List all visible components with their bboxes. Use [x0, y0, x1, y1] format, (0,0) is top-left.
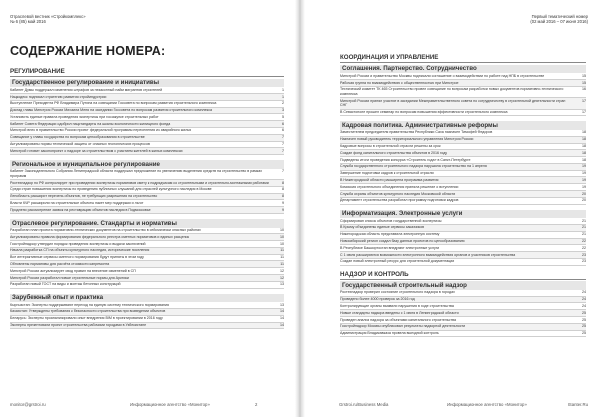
toc-entry-page: 15: [582, 73, 586, 78]
toc-entry-title: Минстрой готовит законопроект о надзоре за строительством с участием жителей в жилых комплексах: [10, 148, 183, 153]
toc-entry-title: В Севастополе прошел семинар по вопросам повышения эффективности строительного комплекса: [340, 110, 508, 115]
toc-entry-title: Доклад главы Минстроя России Михаила Меня на заседании Госсовета по вопросам развития строительного комплекса: [10, 108, 213, 113]
left-page: [0, 0, 298, 417]
toc-entry-page: 8: [282, 180, 284, 185]
toc-entry-title: В Крыму объединены единые сервисы заказчиков: [340, 225, 424, 230]
toc-entry-title: Кабинет Совета Федерации одобрил нацстандарты на шкалы экологичности жилищного фонда: [10, 121, 171, 126]
toc-entry-page: 25: [582, 324, 586, 329]
footer-domain: ISanter.Ru: [567, 402, 588, 407]
toc-entry[interactable]: [340, 184, 586, 191]
toc-entry-page: 9: [282, 207, 284, 212]
toc-entry[interactable]: [340, 73, 586, 80]
toc-entry[interactable]: [10, 108, 284, 115]
toc-entry-page: 25: [582, 310, 586, 315]
toc-entry-title: Нацкодекс подписал стратегию развития стройиндустрии: [10, 94, 107, 99]
publication-title: Отраслевой вестник «Стройкомплекс»: [10, 14, 86, 19]
toc-entry[interactable]: [10, 187, 284, 194]
toc-entry-page: 18: [582, 157, 586, 162]
toc-entry-title: Комиссия строительного объединения приняла решение о вступлении: [340, 184, 459, 189]
left-running-header: [10, 14, 86, 24]
toc-entry-title: Совещание у главы государства по вопросам ценообразования в строительстве: [10, 135, 145, 140]
toc-entry[interactable]: [10, 234, 284, 241]
toc-entry-page: 25: [582, 317, 586, 322]
toc-entry-page: 23: [582, 252, 586, 257]
section-heading: КООРДИНАЦИЯ И УПРАВЛЕНИЕ: [340, 54, 439, 61]
toc-entry-title: Контролирующие органы выявили нарушения в ходе строительства: [340, 303, 454, 308]
toc-entry-title: Кабинет Думы поддержал изменения штрафов за незаконный найм мигрантов строителей: [10, 87, 163, 92]
toc-entry-page: 25: [582, 331, 586, 336]
toc-entry-page: 19: [582, 184, 586, 189]
toc-entry[interactable]: [10, 142, 284, 149]
toc-entry[interactable]: [340, 259, 586, 266]
toc-title: СОДЕРЖАНИЕ НОМЕРА:: [10, 44, 166, 58]
toc-entry-title: Минстрой России и правительство Москвы подписали соглашение о взаимодействии по работе над НПБ в строительстве: [340, 73, 545, 78]
toc-entry-title: Минстрой России актуализирует свод правил на внесение изменений в СП: [10, 268, 136, 273]
toc-entry-page: 24: [582, 303, 586, 308]
toc-entry-title: Ростехнадзор проверил состояние строительного надзора в городах: [340, 290, 455, 295]
toc-entry-title: Новые стандарты надзора введены с 1 июня в Ленинградской области: [340, 310, 459, 315]
toc-entry[interactable]: [10, 169, 284, 180]
toc-entry-title: Сформирован список объектов государственной экспертизы: [340, 218, 442, 223]
issue-dates: (02 май 2016 – 07 июня 2016): [530, 19, 588, 25]
toc-entry-page: 22: [582, 239, 586, 243]
toc-entry[interactable]: [10, 94, 284, 101]
toc-entry-page: 14: [280, 316, 284, 321]
section-divider: [340, 279, 586, 280]
toc-entry-title: В Нижегородской области расширена программа развития: [340, 177, 439, 182]
toc-entry-page: 18: [582, 150, 586, 155]
issue-theme: Первый тематический номер: [531, 14, 588, 19]
toc-section: [340, 271, 586, 338]
subsection-heading: Соглашения. Партнерство. Сотрудничество: [340, 65, 586, 74]
left-toc-column: [10, 68, 284, 334]
toc-entry-page: 10: [280, 234, 284, 239]
toc-entry-page: 21: [582, 218, 586, 223]
toc-section: [10, 294, 284, 330]
toc-entry[interactable]: [10, 316, 284, 323]
toc-entry[interactable]: [340, 137, 586, 144]
toc-entry-page: 11: [280, 255, 284, 260]
toc-entry[interactable]: [10, 114, 284, 121]
right-page: [302, 0, 600, 417]
issue-number: № 6 (85) май 2016: [10, 19, 46, 25]
toc-entry-title: Проведен анализ надзора за объектами капитального строительства: [340, 317, 456, 322]
toc-entry[interactable]: [340, 130, 586, 137]
toc-entry[interactable]: [10, 121, 284, 128]
toc-entry-title: Среди стран повышения экспертизы по проведению публичных слушаний для отраслей культурного наследия в Москве: [10, 187, 212, 192]
toc-entry-page: 11: [280, 248, 284, 253]
toc-entry-title: Выступление Президента РФ Владимира Путина на совещании Госсовета по вопросам развития строительного комплекса: [10, 101, 217, 106]
toc-entry-page: 10: [280, 228, 284, 233]
footer-email: monitor@grstroi.ru: [10, 402, 46, 407]
toc-entry-page: 20: [582, 191, 586, 196]
toc-entry-page: 8: [282, 187, 284, 192]
right-running-header: [530, 14, 588, 24]
toc-section: [340, 210, 586, 266]
toc-entry[interactable]: [10, 323, 284, 330]
toc-entry-title: Ленобласть расширит перечень объектов, не требующих разрешения на строительство: [10, 194, 158, 199]
toc-entry[interactable]: [10, 282, 284, 289]
toc-entry[interactable]: [10, 194, 284, 201]
toc-entry[interactable]: [10, 200, 284, 207]
toc-entry[interactable]: [340, 218, 586, 225]
toc-entry[interactable]: [10, 87, 284, 94]
toc-entry[interactable]: [340, 297, 586, 304]
toc-entry-page: 3: [282, 108, 284, 113]
toc-entry[interactable]: [10, 268, 284, 275]
toc-entry-title: Создан новый электронный ресурс для строительной документации: [340, 259, 455, 264]
toc-entry-title: Минстрой внес в правительство России проект федеральной программы переселения из аварийного жилья: [10, 128, 192, 133]
toc-entry[interactable]: [340, 324, 586, 331]
toc-entry-title: Завершение подготовки кадров к строительной отрасли: [340, 171, 434, 176]
toc-entry-title: Подведены итоги проведения конкурса «Строитель года» в Санкт-Петербурге: [340, 157, 471, 162]
toc-entry-title: Минстрой России принял участие в заседании Межправительственного совета по сотрудничеству в строительной деятельности стран СНГ: [340, 98, 566, 108]
toc-entry-title: Технический комитет ТК 465 Строительство провел совещание по вопросам разработки новых документов нормативно-технического комплекса: [340, 87, 564, 96]
toc-entry[interactable]: [340, 87, 586, 98]
subsection-heading: Региональное и муниципальное регулирование: [10, 160, 284, 169]
toc-entry-page: 18: [582, 130, 586, 135]
toc-entry-title: Кыргызстан: Эксперты поддерживают переход на единую систему технического нормирования: [10, 302, 169, 307]
toc-entry[interactable]: [340, 252, 586, 259]
toc-entry-title: Кабинет Законодательного Собрания Ленинградской области поддержал предложение по увеличению выделения средств на строительство в рамках программ: [10, 169, 263, 178]
toc-entry-page: 12: [280, 275, 284, 280]
toc-entry-title: Обновлены нормативы для расчёта стоимости капремонта: [10, 261, 110, 266]
toc-entry-page: 6: [282, 121, 284, 126]
toc-entry-title: Проведено более 4000 проверок за 2016 год: [340, 297, 415, 302]
toc-entry[interactable]: [10, 180, 284, 187]
toc-entry[interactable]: [10, 135, 284, 142]
toc-entry-title: Администрация Владикавказа провела выездной контроль: [340, 331, 439, 336]
toc-entry[interactable]: [340, 157, 586, 164]
toc-entry-page: 6: [282, 128, 284, 133]
toc-entry-title: Беларусь: Эксперты проанализировали опыт внедрения BIM в проектировании в 2016 году: [10, 316, 163, 321]
toc-entry-page: 24: [582, 297, 586, 302]
toc-entry[interactable]: [10, 261, 284, 268]
toc-entry-page: 19: [582, 164, 586, 169]
subsection-heading: Информатизация. Электронные услуги: [340, 210, 586, 219]
toc-entry-page: 9: [282, 200, 284, 205]
footer-page-number: 2: [255, 402, 258, 407]
subsection-heading: Государственный строительный надзор: [340, 281, 586, 290]
toc-section: [340, 121, 586, 204]
toc-entry-title: Власти КЧР расширили на строительные объекты пакет мер поддержки и льгот: [10, 200, 144, 205]
toc-entry-page: 2: [282, 101, 284, 106]
toc-entry-page: 7: [282, 148, 284, 153]
toc-entry[interactable]: [340, 290, 586, 297]
toc-entry-page: 7: [282, 169, 284, 174]
toc-entry[interactable]: [340, 331, 586, 338]
toc-entry-title: Минстрой России разработал новые строительные нормы для Арктики: [10, 275, 129, 280]
toc-entry[interactable]: [340, 177, 586, 184]
subsection-heading: Государственное регулирование и инициативы: [10, 79, 284, 88]
toc-section: [10, 160, 284, 214]
toc-entry[interactable]: [340, 225, 586, 232]
section-divider: [340, 62, 586, 63]
toc-section: [10, 68, 284, 155]
toc-entry-page: 10: [280, 241, 284, 246]
toc-entry[interactable]: [340, 164, 586, 171]
toc-entry[interactable]: [340, 239, 586, 246]
toc-entry-title: Создан фонд капитального строительства объектов в 2016 году: [340, 150, 448, 155]
subsection-heading: Кадровая политика. Административные реформы: [340, 121, 586, 130]
footer-site: Grstroi.ru/Business Media: [339, 402, 389, 407]
toc-entry-page: 14: [280, 323, 284, 328]
toc-entry[interactable]: [10, 302, 284, 309]
toc-entry[interactable]: [340, 110, 586, 117]
toc-entry-page: 14: [280, 309, 284, 314]
toc-entry[interactable]: [340, 80, 586, 87]
toc-entry[interactable]: [340, 198, 586, 205]
toc-entry-page: 1: [282, 87, 284, 92]
toc-section: [340, 54, 586, 116]
toc-entry-page: 22: [582, 245, 586, 250]
toc-entry-page: 17: [582, 98, 586, 103]
toc-entry-title: Разработан план проекта нормативно-технических документов на строительство в сейсмически опасных районах: [10, 228, 201, 233]
toc-entry-page: 7: [282, 135, 284, 140]
toc-entry[interactable]: [10, 128, 284, 135]
toc-entry-page: 19: [582, 177, 586, 182]
toc-entry-page: 19: [582, 171, 586, 176]
toc-entry-title: Начала разработка СП на объекты культурного наследия, исторические поселения: [10, 248, 150, 253]
toc-entry[interactable]: [10, 101, 284, 108]
toc-entry[interactable]: [10, 248, 284, 255]
toc-entry-page: 24: [582, 290, 586, 295]
toc-entry-title: Ростехнадзор по РФ контролирует при проведении экспертизы нормативов смету к подрядчикам со строительными и строительно-монтажными работами: [10, 180, 269, 185]
toc-entry-page: 18: [582, 137, 586, 142]
toc-entry-page: 13: [280, 302, 284, 307]
footer-agency: Информационное агентство «Монитор»: [447, 402, 527, 407]
toc-entry[interactable]: [10, 241, 284, 248]
toc-entry[interactable]: [340, 245, 586, 252]
toc-entry[interactable]: [340, 144, 586, 151]
toc-entry[interactable]: [340, 98, 586, 109]
toc-entry-title: Установить единые правила проведения экспертизы при госзакупке строительных работ: [10, 114, 159, 119]
toc-entry-title: Служба государственного строительного надзора нарушила строительство на 1 апреля: [340, 164, 487, 169]
toc-entry-title: Все интерактивные сервисы сметного нормирования будут приняты в этом году: [10, 255, 144, 260]
toc-entry-title: Казахстан: Утверждены требования к безопасности строительства при возведении объектов: [10, 309, 166, 314]
toc-entry-title: Эксперты презентовали проект строительства рабочими городами в Узбекистане: [10, 323, 147, 328]
toc-entry-page: 12: [280, 268, 284, 273]
subsection-heading: Зарубежный опыт и практика: [10, 294, 284, 303]
section-divider: [10, 76, 284, 77]
toc-entry-title: Заместителем председателя правительства Республики Саха назначен Тимофей Федоров: [340, 130, 493, 135]
toc-entry[interactable]: [10, 309, 284, 316]
toc-entry[interactable]: [10, 148, 284, 155]
toc-entry-title: В Республике Башкортостан внедряют электронные услуги: [340, 245, 440, 250]
toc-entry-page: 21: [582, 232, 586, 237]
toc-entry[interactable]: [10, 207, 284, 214]
toc-entry-title: Рабочая группа по взаимодействию с общественностью при Минстрое: [340, 80, 459, 85]
toc-entry-page: 8: [282, 194, 284, 199]
toc-entry-page: 11: [280, 261, 284, 266]
toc-entry[interactable]: [10, 255, 284, 262]
toc-entry[interactable]: [10, 228, 284, 235]
toc-entry-title: Новосибирский регион создал базу данных проектов по ценообразованию: [340, 239, 465, 243]
toc-entry-page: 5: [282, 114, 284, 119]
toc-entry-page: 7: [282, 142, 284, 147]
section-heading: НАДЗОР И КОНТРОЛЬ: [340, 270, 409, 278]
toc-entry-page: 23: [582, 259, 586, 264]
toc-entry[interactable]: [340, 317, 586, 324]
toc-entry[interactable]: [340, 310, 586, 317]
toc-entry-title: Госстройнадзор Москвы опубликовал результаты надзорной деятельности: [340, 324, 466, 329]
toc-entry-title: Служба охраны объектов культурного наследия Московской области: [340, 191, 456, 196]
toc-entry[interactable]: [340, 303, 586, 310]
toc-entry-title: Актуализированы правила формирования федерального реестра сметных нормативов и единых расценок: [10, 234, 190, 239]
section-heading: РЕГУЛИРОВАНИЕ: [10, 68, 65, 75]
subsection-heading: Отраслевое регулирование. Стандарты и нормативы: [10, 219, 284, 228]
toc-entry-title: С 1 июля расширяются возможности электронного взаимодействия органов и участников строительства: [340, 252, 516, 257]
right-toc-column: [340, 54, 586, 342]
toc-entry-title: Госстройнадзор утвердил порядок проведения экспертизы и выдачи заключений: [10, 241, 146, 246]
toc-entry-page: 21: [582, 225, 586, 230]
toc-entry[interactable]: [340, 171, 586, 178]
toc-entry[interactable]: [340, 150, 586, 157]
toc-entry-title: Назначен новый руководитель территориального управления Минстроя России: [340, 137, 474, 142]
toc-entry[interactable]: [10, 275, 284, 282]
footer-agency: Информационное агентство «Монитор»: [130, 402, 210, 407]
toc-section: [10, 219, 284, 289]
toc-entry-title: Разработан новый ГОСТ на виды и монтаж бетонных конструкций: [10, 282, 121, 287]
toc-entry[interactable]: [340, 232, 586, 239]
toc-entry-title: Кадровые вопросы в строительной отрасли решены за срок: [340, 144, 441, 149]
toc-entry-title: Продлено рассмотрение заявок на реставрацию объектов наследия в Подмосковье: [10, 207, 151, 212]
toc-entry-page: 17: [582, 110, 586, 115]
toc-entry-title: Департамент строительства разработал программу подготовки кадров: [340, 198, 459, 203]
toc-entry-title: Нижегородская область представила электронную систему: [340, 232, 440, 237]
toc-entry-page: 1: [282, 94, 284, 99]
toc-entry-page: 18: [582, 144, 586, 149]
toc-entry-title: Актуализированы нормы технической защиты от опасных геологических процессов: [10, 142, 150, 147]
toc-entry-page: 15: [582, 80, 586, 85]
toc-entry-page: 13: [280, 282, 284, 287]
toc-entry-page: 20: [582, 198, 586, 203]
toc-entry-page: 16: [582, 87, 586, 92]
toc-entry[interactable]: [340, 191, 586, 198]
